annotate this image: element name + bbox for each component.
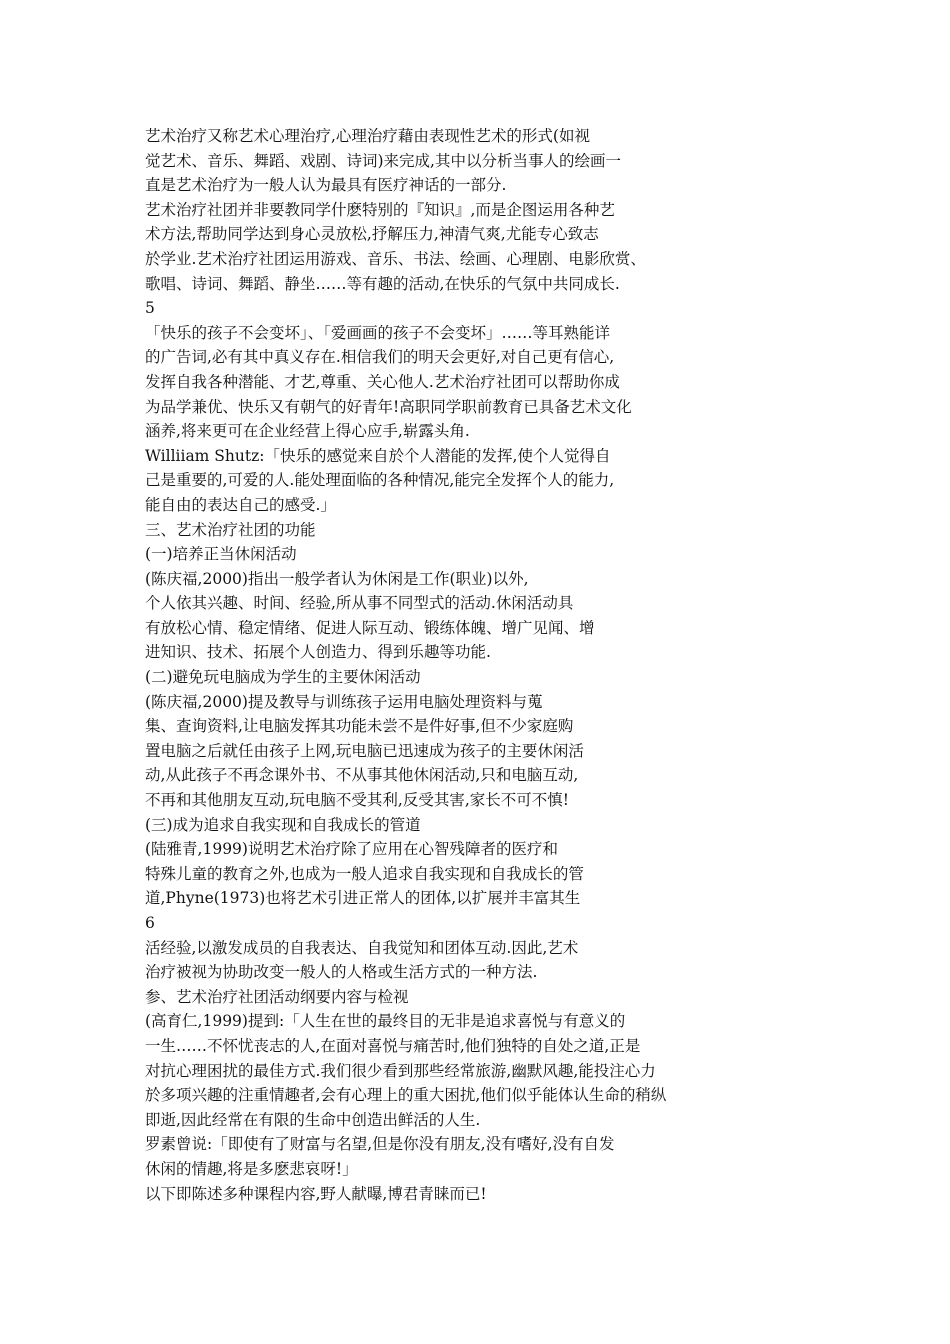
text-line: (陈庆福,2000)指出一般学者认为休闲是工作(职业)以外, [145, 569, 529, 588]
text-line: 发挥自我各种潜能、才艺,尊重、关心他人.艺术治疗社团可以帮助你成 [145, 372, 620, 391]
text-line: 休闲的情趣,将是多麽悲哀呀!」 [145, 1159, 358, 1178]
text-line: 为品学兼优、快乐又有朝气的好青年!高职同学职前教育已具备艺术文化 [145, 397, 632, 416]
document-body [145, 124, 865, 1206]
text-line: (陈庆福,2000)提及教导与训练孩子运用电脑处理资料与蒐 [145, 692, 543, 711]
text-line: 以下即陈述多种课程内容,野人献曝,博君青睐而已! [145, 1184, 487, 1203]
text-line: 即逝,因此经常在有限的生命中创造出鲜活的人生. [145, 1110, 481, 1129]
text-line: (三)成为追求自我实现和自我成长的管道 [145, 815, 421, 834]
text-line: 己是重要的,可爱的人.能处理面临的各种情况,能完全发挥个人的能力, [145, 471, 615, 490]
text-line: 歌唱、诗词、舞蹈、静坐……等有趣的活动,在快乐的气氛中共同成长. [145, 274, 620, 293]
text-line: 於学业.艺术治疗社团运用游戏、音乐、书法、绘画、心理剧、电影欣赏、 [145, 249, 646, 268]
text-line: 三、艺术治疗社团的功能 [145, 520, 316, 539]
text-line: 特殊儿童的教育之外,也成为一般人追求自我实现和自我成长的管 [145, 864, 584, 883]
text-line: 活经验,以激发成员的自我表达、自我觉知和团体互动.因此,艺术 [145, 938, 579, 957]
text-line: 的广告词,必有其中真义存在.相信我们的明天会更好,对自己更有信心, [145, 348, 615, 367]
text-line: 「快乐的孩子不会变坏」、「爱画画的孩子不会变坏」……等耳熟能详 [145, 323, 611, 342]
text-line: (高育仁,1999)提到:「人生在世的最终目的无非是追求喜悦与有意义的 [145, 1012, 626, 1031]
text-line: 6 [145, 914, 155, 932]
text-line: 治疗被视为协助改变一般人的人格或生活方式的一种方法. [145, 963, 538, 982]
text-line: 置电脑之后就任由孩子上网,玩电脑已迅速成为孩子的主要休闲活 [145, 741, 584, 760]
text-line: 个人依其兴趣、时间、经验,所从事不同型式的活动.休闲活动具 [145, 594, 574, 613]
text-line: 艺术治疗社团并非要教同学什麽特别的『知识』,而是企图运用各种艺 [145, 200, 615, 219]
text-line: 不再和其他朋友互动,玩电脑不受其利,反受其害,家长不可不慎! [145, 791, 570, 810]
text-line: (一)培养正当休闲活动 [145, 545, 297, 564]
text-line: 参、艺术治疗社团活动纲要内容与检视 [145, 987, 409, 1006]
text-line: 进知识、技术、拓展个人创造力、得到乐趣等功能. [145, 643, 491, 662]
text-line: 罗素曾说:「即使有了财富与名望,但是你没有朋友,没有嗜好,没有自发 [145, 1135, 615, 1154]
text-line: 直是艺术治疗为一般人认为最具有医疗神话的一部分. [145, 176, 507, 195]
text-line: 有放松心情、稳定情绪、促进人际互动、锻练体魄、增广见闻、增 [145, 618, 595, 637]
text-line: (二)避免玩电脑成为学生的主要休闲活动 [145, 668, 421, 687]
text-line: 5 [145, 299, 155, 318]
text-line: 觉艺术、音乐、舞蹈、戏剧、诗词)来完成,其中以分析当事人的绘画一 [145, 151, 621, 170]
text-line: 一生……不怀忧丧志的人,在面对喜悦与痛苦时,他们独特的自处之道,正是 [145, 1036, 641, 1055]
text-line: 能自由的表达自己的感受.」 [145, 495, 336, 514]
text-line: 艺术治疗又称艺术心理治疗,心理治疗藉由表现性艺术的形式(如视 [145, 127, 590, 145]
text-line: 道,Phyne(1973)也将艺术引进正常人的团体,以扩展并丰富其生 [145, 889, 581, 908]
text-line: 对抗心理困扰的最佳方式.我们很少看到那些经常旅游,幽默风趣,能投注心力 [145, 1061, 656, 1080]
text-line: 於多项兴趣的注重情趣者,会有心理上的重大困扰,他们似乎能体认生命的稍纵 [145, 1086, 667, 1105]
text-line: 术方法,帮助同学达到身心灵放松,抒解压力,神清气爽,尤能专心致志 [145, 225, 599, 244]
text-line: 动,从此孩子不再念课外书、不从事其他休闲活动,只和电脑互动, [145, 766, 579, 785]
text-line: Williiam Shutz:「快乐的感觉来自於个人潜能的发挥,使个人觉得自 [145, 446, 611, 465]
text-line: 涵养,将来更可在企业经营上得心应手,崭露头角. [145, 422, 470, 441]
text-line: (陆雅青,1999)说明艺术治疗除了应用在心智残障者的医疗和 [145, 840, 558, 859]
text-line: 集、查询资料,让电脑发挥其功能未尝不是件好事,但不少家庭购 [145, 717, 574, 736]
